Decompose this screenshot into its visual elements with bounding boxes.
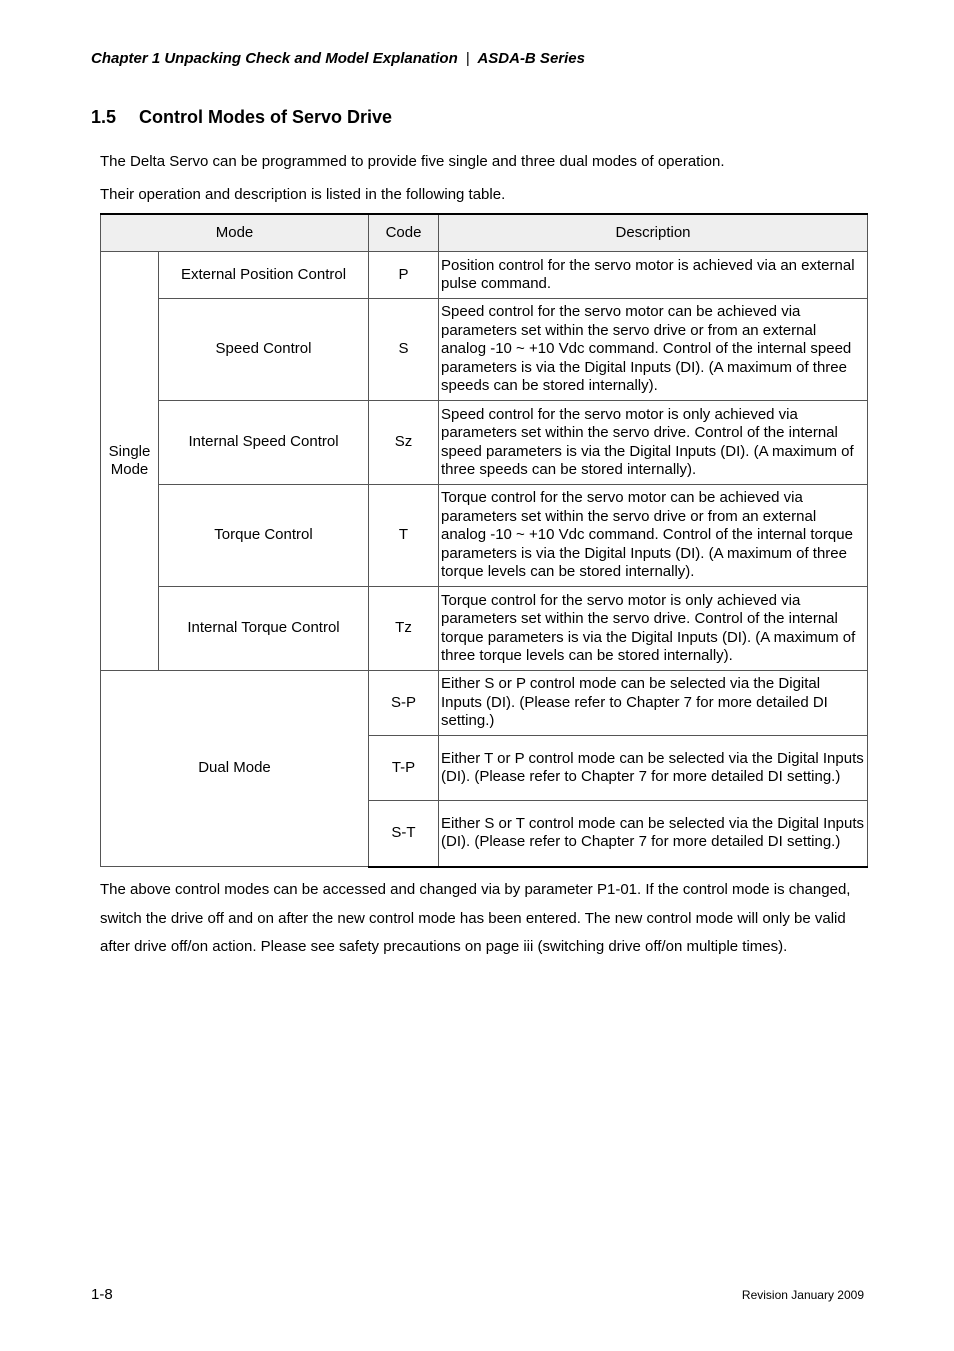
header-description: Description <box>439 214 868 252</box>
table-row <box>101 485 868 587</box>
table-row <box>101 587 868 671</box>
table-row <box>101 252 868 299</box>
chapter-header <box>91 50 585 67</box>
mode-description: Speed control for the servo motor can be achieved via parameters set within the servo drive or from an external analog -10 ~ +10 Vdc command. Control of the internal speed parameters is via the Digital Inputs (DI). (A maximum of three speeds can be stored internally). <box>439 299 868 401</box>
series-name: ASDA-B Series <box>477 50 585 67</box>
mode-code: T-P <box>369 736 439 801</box>
section-heading <box>91 107 392 128</box>
chapter-title: Chapter 1 Unpacking Check and Model Explanation <box>91 50 458 67</box>
mode-code: S <box>369 299 439 401</box>
single-mode-group: Single Mode <box>101 252 159 671</box>
header-separator: | <box>465 50 470 67</box>
section-number: 1.5 <box>91 107 117 127</box>
mode-code: S-P <box>369 671 439 736</box>
mode-description: Torque control for the servo motor is only achieved via parameters set within the servo drive. Control of the internal torque parameters is via the Digital Inputs (DI). (A maximum of three torque levels can be stored internally). <box>439 587 868 671</box>
header-code: Code <box>369 214 439 252</box>
table-header-row <box>101 214 868 252</box>
dual-mode-group: Dual Mode <box>101 671 369 867</box>
mode-code: Sz <box>369 401 439 485</box>
intro-line-2: Their operation and description is listed in the following table. <box>100 186 506 203</box>
mode-name: Speed Control <box>159 299 369 401</box>
mode-code: T <box>369 485 439 587</box>
mode-code: S-T <box>369 801 439 867</box>
intro-line-1: The Delta Servo can be programmed to provide five single and three dual modes of operation. <box>100 153 725 170</box>
mode-name: External Position Control <box>159 252 369 299</box>
mode-description: Either T or P control mode can be selected via the Digital Inputs (DI). (Please refer to Chapter 7 for more detailed DI setting.) <box>439 736 868 801</box>
mode-description: Either S or T control mode can be selected via the Digital Inputs (DI). (Please refer to Chapter 7 for more detailed DI setting.) <box>439 801 868 867</box>
header-mode: Mode <box>101 214 369 252</box>
mode-name: Internal Torque Control <box>159 587 369 671</box>
mode-code: Tz <box>369 587 439 671</box>
mode-name: Internal Speed Control <box>159 401 369 485</box>
mode-description: Position control for the servo motor is achieved via an external pulse command. <box>439 252 868 299</box>
mode-description: Speed control for the servo motor is only achieved via parameters set within the servo drive. Control of the internal speed parameters is via the Digital Inputs (DI). (A maximum of three speeds can be stored internally). <box>439 401 868 485</box>
body-paragraph: The above control modes can be accessed and changed via by parameter P1-01. If the control mode is changed, switch the drive off and on after the new control mode has been entered. The new control mode will only be valid after drive off/on action. Please see safety precautions on page iii (switching drive off/on multiple times). <box>100 881 851 956</box>
section-title: Control Modes of Servo Drive <box>139 107 393 127</box>
mode-description: Either S or P control mode can be selected via the Digital Inputs (DI). (Please refer to Chapter 7 for more detailed DI setting.) <box>439 671 868 736</box>
mode-description: Torque control for the servo motor can be achieved via parameters set within the servo drive or from an external analog -10 ~ +10 Vdc command. Control of the internal torque parameters is via the Digital Inputs (DI). (A maximum of three torque levels can be stored internally). <box>439 485 868 587</box>
mode-code: P <box>369 252 439 299</box>
table-row <box>101 299 868 401</box>
control-modes-table <box>100 213 868 868</box>
table-row <box>101 401 868 485</box>
page-number: 1-8 <box>91 1286 113 1303</box>
table-row <box>101 671 868 736</box>
mode-name: Torque Control <box>159 485 369 587</box>
revision-note: Revision January 2009 <box>741 1288 864 1302</box>
